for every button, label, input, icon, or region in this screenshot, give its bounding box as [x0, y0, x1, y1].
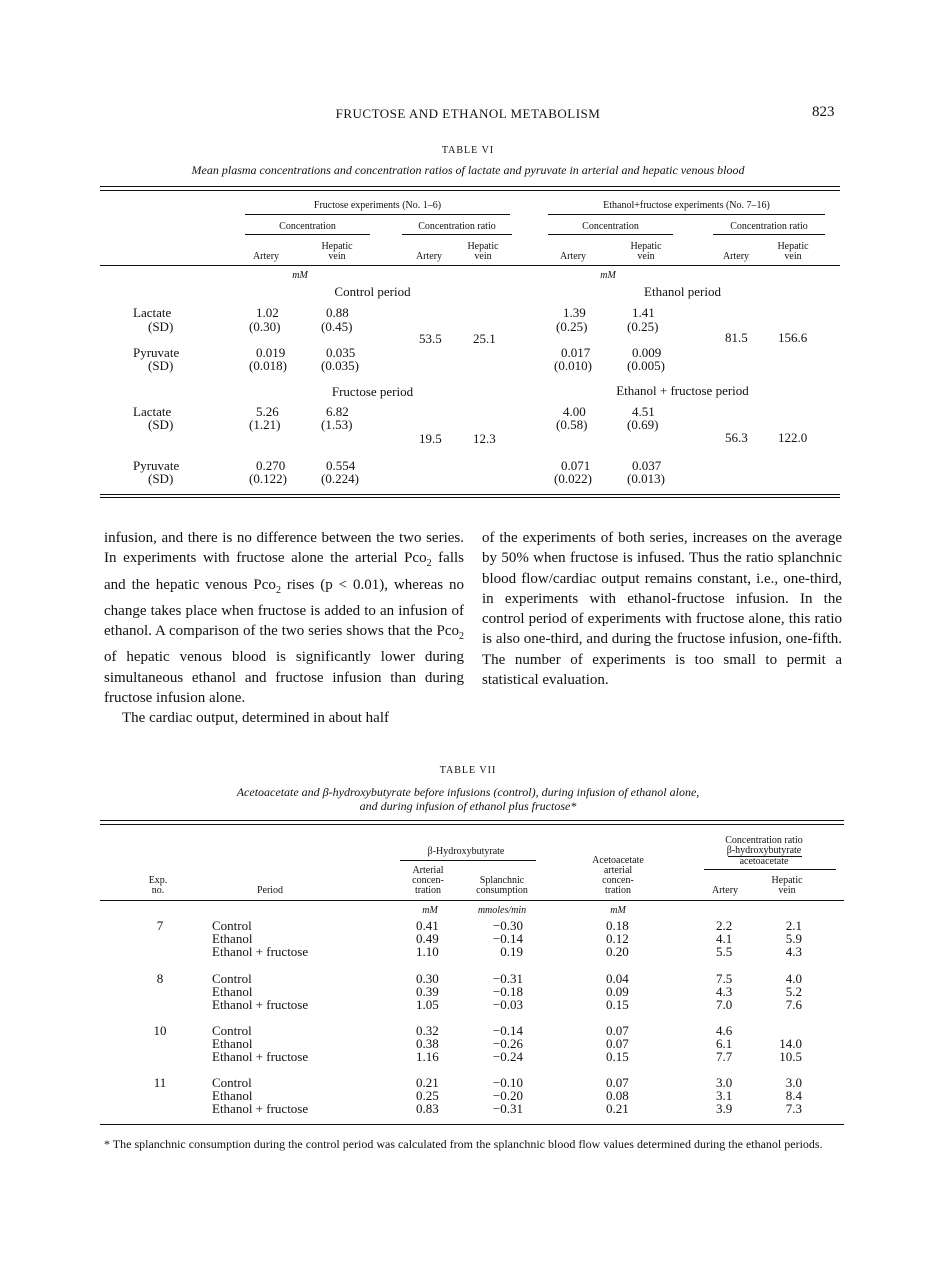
table7-header-ratio: β-hydroxybutyrate	[726, 845, 802, 856]
table6-row-label-sd: (SD)	[148, 417, 174, 432]
table6-value: 1.39	[563, 305, 586, 320]
table7-period: Ethanol + fructose	[212, 1049, 309, 1064]
table7-unit: mmoles/min	[477, 905, 527, 916]
table6-value: 122.0	[778, 430, 808, 445]
table7-period: Control	[212, 1023, 252, 1038]
table6-value: (0.022)	[554, 471, 592, 486]
page-number: 823	[812, 104, 835, 120]
table7-value: 3.9	[716, 1101, 733, 1116]
body-text-right: of the experiments of both series, increases on the average by 50% when fructose is infused. Thus the ratio splanchnic blood flow/cardiac output remains constant, i.e., one-third, in experiments with ethanol-fructose infusion. In the control period of experiments with fructose alone, this ratio is also one-third, and during the fructose infusion, one-fifth. The number of experiments is too small to permit a statistical evaluation.	[482, 530, 842, 689]
table6-value: 156.6	[778, 330, 808, 345]
table7-value: 1.16	[416, 1049, 439, 1064]
table7-value: 3.1	[716, 1088, 733, 1103]
table7-period: Ethanol	[212, 1036, 253, 1051]
table6-value: 0.035	[326, 345, 356, 360]
table7-value: −0.14	[492, 931, 523, 946]
table6-value: (0.45)	[321, 319, 353, 334]
table6-vein-1: vein	[328, 251, 346, 262]
table6-value: 5.26	[256, 404, 279, 419]
table6-value: (0.013)	[627, 471, 665, 486]
table6-value: (0.25)	[556, 319, 588, 334]
table7-header-bhb: β-Hydroxybutyrate	[427, 846, 505, 857]
table7-value: 0.49	[416, 931, 439, 946]
table7-value: −0.20	[492, 1088, 523, 1103]
table6-value: 0.009	[632, 345, 662, 360]
table7-value: −0.18	[492, 984, 523, 999]
table7-value: 2.1	[785, 918, 802, 933]
table6-row-label-pyruvate: Pyruvate	[133, 345, 180, 360]
table7-value: 3.0	[785, 1075, 802, 1090]
table6-unit-2: mM	[600, 270, 616, 281]
table6-value: (0.58)	[556, 417, 588, 432]
table7-header-hepatic: Hepatic	[771, 875, 803, 886]
table7-header-ratio: acetoacetate	[739, 856, 789, 867]
table7-period: Ethanol	[212, 931, 253, 946]
table6-value: 0.554	[326, 458, 356, 473]
table7-value: 10.5	[779, 1049, 802, 1064]
table7-header-aca: arterial	[603, 865, 633, 876]
table7-value: 0.38	[416, 1036, 439, 1051]
table7-value: −0.26	[492, 1036, 523, 1051]
table7-value: 3.0	[716, 1075, 733, 1090]
table7-value: 0.08	[606, 1088, 629, 1103]
table6-artery-4: Artery	[722, 251, 750, 262]
table7-period: Ethanol + fructose	[212, 944, 309, 959]
table7-value: 0.32	[416, 1023, 439, 1038]
table7-exp-no: 11	[153, 1075, 167, 1090]
table6-ratio-header-1: Concentration ratio	[418, 221, 496, 232]
table6-value: (1.21)	[249, 417, 281, 432]
table6-value: 53.5	[419, 331, 442, 346]
table7-value: −0.03	[492, 997, 523, 1012]
table7-header-aca: tration	[604, 885, 632, 896]
table7-value: 4.6	[716, 1023, 733, 1038]
table7-value: 0.19	[500, 944, 523, 959]
table6-value: (0.69)	[627, 417, 659, 432]
table6-period-ethanol: Ethanol period	[644, 284, 721, 299]
table6-row-label-sd: (SD)	[148, 358, 174, 373]
table7-header-art: tration	[414, 885, 442, 896]
table6-value: 1.02	[256, 305, 279, 320]
table7-value: 7.5	[716, 971, 733, 986]
table6-value: 12.3	[473, 431, 496, 446]
table7-period: Ethanol + fructose	[212, 997, 309, 1012]
table6-row-label-sd: (SD)	[148, 319, 174, 334]
body-text-left: infusion, and there is no difference between the two series. In experiments with fructose alone the arterial Pco$_2$ falls and the hepatic venous Pco$_2$ rises (p < 0.01), whereas no change takes place when fructose is added to an infusion of ethanol. A comparison of the two series shows that the Pco$_2$ of hepatic venous blood is significantly lower during simultaneous ethanol and fructose infusion than during fructose infusion alone. The cardiac output, determined in about half	[104, 530, 464, 727]
table6-hepatic-1: Hepatic	[321, 241, 353, 252]
table7-value: −0.14	[492, 1023, 523, 1038]
table6-value: (0.224)	[321, 471, 359, 486]
table7-header-artery: Artery	[711, 885, 739, 896]
table7-caption-line2: and during infusion of ethanol plus fructose*	[359, 799, 577, 813]
table7-header-hepatic: vein	[778, 885, 796, 896]
table7-value: −0.30	[492, 918, 523, 933]
table7-value: 7.7	[716, 1049, 733, 1064]
table7-unit: mM	[422, 905, 438, 916]
table7-value: 4.0	[785, 971, 802, 986]
table7-period: Control	[212, 971, 252, 986]
table6-artery-1: Artery	[252, 251, 280, 262]
table7-header-spl: consumption	[476, 885, 528, 896]
table7-header-aca: concen-	[602, 875, 634, 886]
table7-value: 0.39	[416, 984, 439, 999]
table7-value: 0.15	[606, 997, 629, 1012]
table7-value: 4.3	[785, 944, 802, 959]
table6-value: 4.00	[563, 404, 586, 419]
table7-value: 0.83	[416, 1101, 439, 1116]
table7-value: 2.2	[716, 918, 733, 933]
table7-value: 6.1	[716, 1036, 733, 1051]
table6-group1-header: Fructose experiments (No. 1–6)	[313, 200, 442, 211]
table7-unit: mM	[610, 905, 626, 916]
table6-value: 1.41	[632, 305, 655, 320]
table6-hepatic-2: Hepatic	[467, 241, 499, 252]
table7-header-ratio: Concentration ratio	[725, 835, 803, 846]
table7-value: 0.07	[606, 1075, 629, 1090]
table6-value: 81.5	[725, 330, 748, 345]
table6-value: (0.30)	[249, 319, 281, 334]
table6-conc-header-2: Concentration	[582, 221, 639, 232]
table6-hepatic-4: Hepatic	[777, 241, 809, 252]
table6-ratio-header-2: Concentration ratio	[730, 221, 808, 232]
table7-period: Control	[212, 1075, 252, 1090]
table6-period-eth-fru: Ethanol + fructose period	[616, 383, 749, 398]
table6-period-fructose: Fructose period	[331, 384, 414, 399]
table6-unit-1: mM	[292, 270, 308, 281]
table6-value: (0.25)	[627, 319, 659, 334]
table7-value: 14.0	[779, 1036, 802, 1051]
table6-hepatic-3: Hepatic	[630, 241, 662, 252]
table6-value: 25.1	[473, 331, 496, 346]
table7-value: −0.31	[492, 1101, 523, 1116]
table7-footnote: * The splanchnic consumption during the control period was calculated from the splanchnic blood flow values determined during the ethanol periods.	[104, 1137, 823, 1151]
table7-header-spl: Splanchnic	[479, 875, 525, 886]
table6-value: 0.071	[561, 458, 591, 473]
table7-value: 7.6	[785, 997, 802, 1012]
table7-value: 0.21	[416, 1075, 439, 1090]
table7-value: 7.3	[785, 1101, 802, 1116]
table7-value: −0.31	[492, 971, 523, 986]
table7-value: 0.21	[606, 1101, 629, 1116]
table6-vein-3: vein	[637, 251, 655, 262]
table7-header-aca: Acetoacetate	[592, 855, 644, 866]
table7-value: 0.41	[416, 918, 439, 933]
table7-value: −0.24	[492, 1049, 523, 1064]
table7-value: 5.5	[716, 944, 733, 959]
table7-header-exp: Exp.	[148, 875, 168, 886]
table7-caption-line1: Acetoacetate and β-hydroxybutyrate before infusions (control), during infusion of ethanol alone,	[236, 785, 700, 799]
table6-row-label-pyruvate: Pyruvate	[133, 458, 180, 473]
table7-value: 1.05	[416, 997, 439, 1012]
table6-group2-header: Ethanol+fructose experiments (No. 7–16)	[603, 200, 770, 211]
table6-label: TABLE VI	[441, 145, 495, 156]
table6-value: (0.035)	[321, 358, 359, 373]
table7-header-exp: no.	[151, 885, 165, 896]
table6-row-label-lactate: Lactate	[133, 404, 172, 419]
table7-header-art: Arterial	[412, 865, 444, 876]
table6-value: 56.3	[725, 430, 748, 445]
table7-value: 8.4	[785, 1088, 802, 1103]
table6-value: 19.5	[419, 431, 442, 446]
table7-value: −0.10	[492, 1075, 523, 1090]
table6-value: 0.270	[256, 458, 286, 473]
table6-caption: Mean plasma concentrations and concentration ratios of lactate and pyruvate in arterial and hepatic venous blood	[191, 163, 745, 177]
table7-exp-no: 7	[156, 918, 164, 933]
running-head: FRUCTOSE AND ETHANOL METABOLISM	[335, 106, 601, 121]
table7-value: 4.3	[716, 984, 733, 999]
table7-label: TABLE VII	[439, 765, 497, 776]
table7-value: 0.18	[606, 918, 629, 933]
table7-exp-no: 8	[156, 971, 164, 986]
table6-row-label-sd: (SD)	[148, 471, 174, 486]
table6-artery-3: Artery	[559, 251, 587, 262]
table6-value: 0.019	[256, 345, 286, 360]
table7-header-period: Period	[256, 885, 284, 896]
table7-period: Control	[212, 918, 252, 933]
table6-value: 0.017	[561, 345, 591, 360]
table6-vein-4: vein	[784, 251, 802, 262]
table7-period: Ethanol	[212, 984, 253, 999]
table6-value: (0.122)	[249, 471, 287, 486]
table7-exp-no: 10	[153, 1023, 167, 1038]
table7-value: 7.0	[716, 997, 733, 1012]
table6-value: (0.010)	[554, 358, 592, 373]
table7-value: 0.04	[606, 971, 629, 986]
table7-value: 0.09	[606, 984, 629, 999]
table6-value: 4.51	[632, 404, 655, 419]
table7-header-art: concen-	[412, 875, 444, 886]
table6-value: 0.88	[326, 305, 349, 320]
table7-value: 0.30	[416, 971, 439, 986]
table6-period-control: Control period	[334, 284, 411, 299]
table7-value: 4.1	[716, 931, 733, 946]
table6-value: 6.82	[326, 404, 349, 419]
table6-artery-2: Artery	[415, 251, 443, 262]
table7-period: Ethanol	[212, 1088, 253, 1103]
table6-value: 0.037	[632, 458, 662, 473]
table7-value: 0.15	[606, 1049, 629, 1064]
table6-value: (0.005)	[627, 358, 665, 373]
table7-period: Ethanol + fructose	[212, 1101, 309, 1116]
table7-value: 0.12	[606, 931, 629, 946]
table6-value: (0.018)	[249, 358, 287, 373]
table7-value: 0.25	[416, 1088, 439, 1103]
table6-value: (1.53)	[321, 417, 353, 432]
table6-row-label-lactate: Lactate	[133, 305, 172, 320]
table7-value: 0.20	[606, 944, 629, 959]
table7-value: 1.10	[416, 944, 439, 959]
table7-value: 0.07	[606, 1036, 629, 1051]
table6-vein-2: vein	[474, 251, 492, 262]
table7-value: 5.9	[785, 931, 802, 946]
table7-value: 5.2	[785, 984, 802, 999]
table7-value: 0.07	[606, 1023, 629, 1038]
table6-conc-header-1: Concentration	[279, 221, 336, 232]
